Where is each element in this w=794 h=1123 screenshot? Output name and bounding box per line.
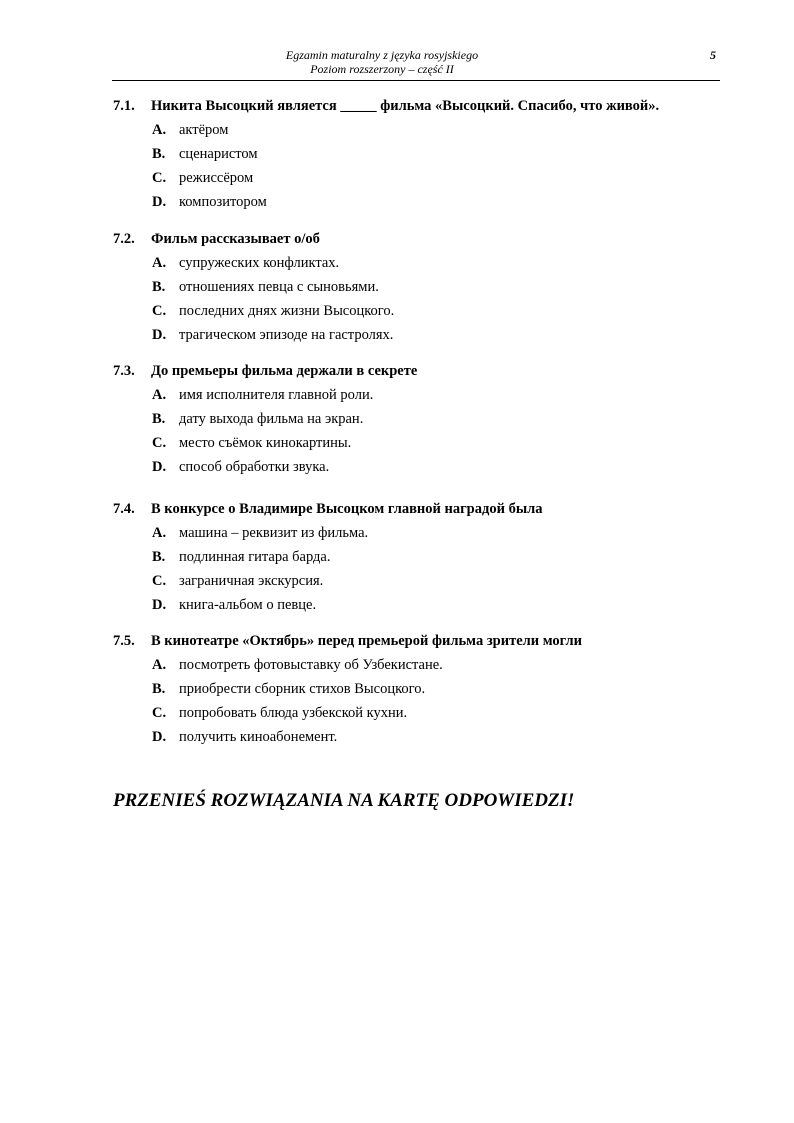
question-number: 7.1. bbox=[113, 98, 135, 114]
option-text: дату выхода фильма на экран. bbox=[179, 411, 364, 427]
question-7-1 bbox=[113, 97, 723, 211]
option-d bbox=[113, 320, 723, 344]
option-letter: B. bbox=[152, 279, 166, 295]
option-letter: D. bbox=[152, 194, 167, 210]
option-a bbox=[113, 115, 723, 139]
option-text: заграничная экскурсия. bbox=[179, 573, 324, 589]
question-text: Никита Высоцкий является _____ фильма «Высоцкий. Спасибо, что живой». bbox=[151, 98, 660, 114]
header-exam-title: Egzamin maturalny z języka rosyjskiego bbox=[285, 48, 479, 62]
option-letter: C. bbox=[152, 170, 167, 186]
option-letter: B. bbox=[152, 681, 166, 697]
question-text: Фильм рассказывает о/об bbox=[151, 231, 320, 247]
question-title bbox=[113, 97, 723, 115]
option-b bbox=[113, 542, 723, 566]
option-c bbox=[113, 163, 723, 187]
page-header bbox=[112, 47, 720, 81]
option-text: книга-альбом о певце. bbox=[179, 597, 317, 613]
option-text: приобрести сборник стихов Высоцкого. bbox=[179, 681, 426, 697]
question-number: 7.3. bbox=[113, 363, 135, 379]
question-number: 7.4. bbox=[113, 501, 135, 517]
question-title bbox=[113, 230, 723, 248]
option-text: актёром bbox=[179, 122, 229, 138]
question-7-4 bbox=[113, 500, 723, 614]
option-letter: C. bbox=[152, 303, 167, 319]
option-letter: B. bbox=[152, 549, 166, 565]
page-number: 5 bbox=[710, 48, 716, 62]
option-d bbox=[113, 590, 723, 614]
option-letter: B. bbox=[152, 146, 166, 162]
question-text: В кинотеатре «Октябрь» перед премьерой фильма зрители могли bbox=[151, 633, 583, 649]
option-d bbox=[113, 722, 723, 746]
option-text: посмотреть фотовыставку об Узбекистане. bbox=[179, 657, 443, 673]
option-letter: D. bbox=[152, 597, 167, 613]
question-text: В конкурсе о Владимире Высоцком главной наградой была bbox=[151, 501, 543, 517]
option-letter: B. bbox=[152, 411, 166, 427]
question-title bbox=[113, 500, 723, 518]
option-text: попробовать блюда узбекской кухни. bbox=[179, 705, 408, 721]
option-text: трагическом эпизоде на гастролях. bbox=[179, 327, 394, 343]
option-letter: A. bbox=[152, 122, 167, 138]
option-c bbox=[113, 428, 723, 452]
option-letter: A. bbox=[152, 525, 167, 541]
question-number: 7.2. bbox=[113, 231, 135, 247]
header-exam-level: Poziom rozszerzony – część II bbox=[310, 62, 454, 76]
question-title bbox=[113, 632, 723, 650]
question-text: До премьеры фильма держали в секрете bbox=[151, 363, 418, 379]
option-letter: D. bbox=[152, 327, 167, 343]
question-7-2 bbox=[113, 230, 723, 344]
question-title bbox=[113, 362, 723, 380]
option-c bbox=[113, 296, 723, 320]
option-b bbox=[113, 272, 723, 296]
option-text: способ обработки звука. bbox=[179, 459, 330, 475]
option-text: супружеских конфликтах. bbox=[179, 255, 340, 271]
option-a bbox=[113, 650, 723, 674]
option-letter: D. bbox=[152, 729, 167, 745]
option-text: отношениях певца с сыновьями. bbox=[179, 279, 379, 295]
option-text: сценаристом bbox=[179, 146, 258, 162]
option-letter: D. bbox=[152, 459, 167, 475]
option-d bbox=[113, 452, 723, 476]
option-c bbox=[113, 566, 723, 590]
option-letter: C. bbox=[152, 435, 167, 451]
option-c bbox=[113, 698, 723, 722]
option-a bbox=[113, 248, 723, 272]
option-b bbox=[113, 404, 723, 428]
option-letter: A. bbox=[152, 657, 167, 673]
option-b bbox=[113, 674, 723, 698]
option-b bbox=[113, 139, 723, 163]
option-letter: C. bbox=[152, 573, 167, 589]
question-number: 7.5. bbox=[113, 633, 135, 649]
option-text: место съёмок кинокартины. bbox=[179, 435, 352, 451]
option-text: режиссёром bbox=[179, 170, 254, 186]
option-text: подлинная гитара барда. bbox=[179, 549, 331, 565]
transfer-answers-instruction: PRZENIEŚ ROZWIĄZANIA NA KARTĘ ODPOWIEDZI! bbox=[113, 790, 575, 811]
option-d bbox=[113, 187, 723, 211]
option-a bbox=[113, 518, 723, 542]
option-letter: C. bbox=[152, 705, 167, 721]
option-text: композитором bbox=[179, 194, 267, 210]
option-a bbox=[113, 380, 723, 404]
question-7-3 bbox=[113, 362, 723, 476]
option-text: последних днях жизни Высоцкого. bbox=[179, 303, 395, 319]
option-letter: A. bbox=[152, 255, 167, 271]
option-text: машина – реквизит из фильма. bbox=[179, 525, 369, 541]
option-text: получить киноабонемент. bbox=[179, 729, 338, 745]
question-7-5 bbox=[113, 632, 723, 746]
option-text: имя исполнителя главной роли. bbox=[179, 387, 374, 403]
option-letter: A. bbox=[152, 387, 167, 403]
